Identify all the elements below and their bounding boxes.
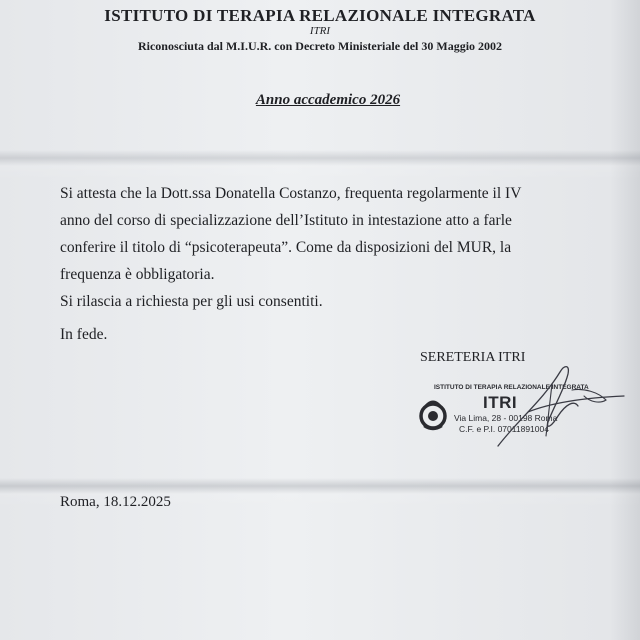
- handwritten-signature: [488, 360, 628, 452]
- attestation-line: frequenza è obbligatoria.: [60, 266, 215, 283]
- certificate-body: [60, 180, 578, 348]
- closing-line: In fede.: [60, 326, 108, 343]
- stamp-header: ISTITUTO DI TERAPIA RELAZIONALE INTEGRATA: [434, 384, 589, 391]
- stamp-address: Via Lima, 28 - 00198 Roma: [454, 413, 558, 423]
- institute-name: ISTITUTO DI TERAPIA RELAZIONALE INTEGRATA: [104, 6, 536, 25]
- academic-year-title: Anno accademico 2026: [255, 92, 401, 108]
- attestation-paragraph: [60, 180, 578, 288]
- secretariat-label: SERETERIA ITRI: [420, 350, 526, 365]
- attestation-line: Si attesta che la Dott.ssa Donatella Costanzo, frequenta regolarmente il IV: [60, 185, 522, 202]
- attestation-line: anno del corso di specializzazione dell’Istituto in intestazione atto a farle: [60, 212, 512, 229]
- stamp-tax-ids: C.F. e P.I. 07011891004: [459, 424, 549, 434]
- institute-logo-icon: [418, 396, 448, 432]
- stamp-acronym: ITRI: [483, 393, 518, 412]
- recognition-line: Riconosciuta dal M.I.U.R. con Decreto Ministeriale del 30 Maggio 2002: [137, 39, 503, 53]
- place-and-date: Roma, 18.12.2025: [60, 494, 171, 510]
- attestation-line: conferire il titolo di “psicoterapeuta”. Come da disposizioni del MUR, la: [60, 239, 512, 256]
- institute-acronym: ITRI: [309, 25, 331, 37]
- release-line: Si rilascia a richiesta per gli usi consentiti.: [60, 293, 323, 310]
